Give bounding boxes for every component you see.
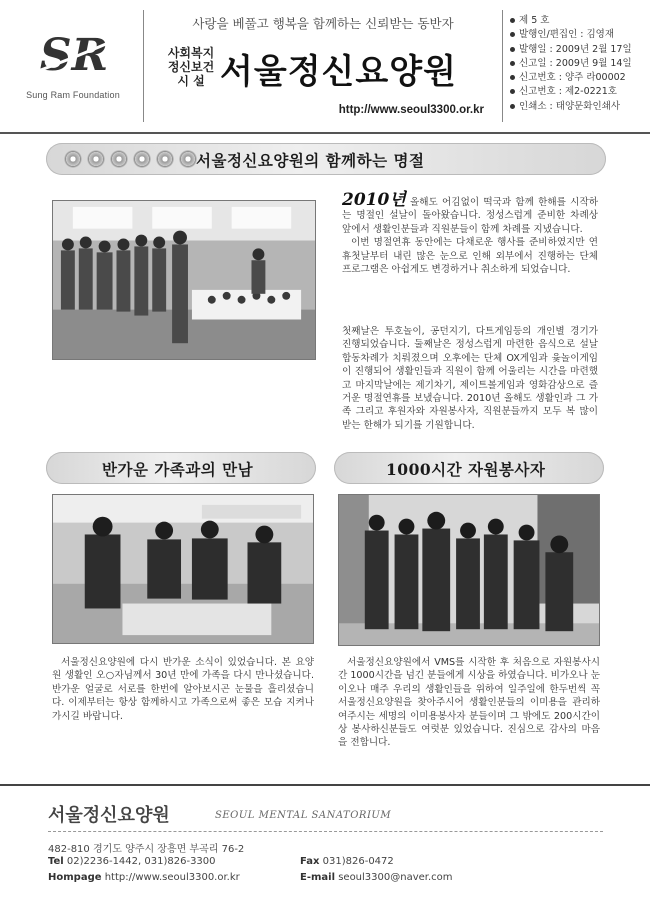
- bullet-icon: [510, 75, 515, 80]
- section-banner: [46, 143, 606, 175]
- info-item: 신고번호 : 제2-0221호: [510, 85, 646, 99]
- fax-label: Fax: [300, 856, 320, 867]
- bullet-icon: [510, 89, 515, 94]
- header-rule: [0, 132, 650, 134]
- page-title: 서울정신요양원: [220, 52, 457, 92]
- section-title: 반가운 가족과의 만남: [102, 460, 254, 479]
- section-title: 1000시간 자원봉사자: [386, 460, 546, 479]
- sr-logo-icon: [24, 28, 124, 80]
- footer-tel: [48, 856, 216, 867]
- flower-icon: [87, 150, 105, 168]
- homepage-link[interactable]: http://www.seoul3300.or.kr: [104, 872, 240, 883]
- section1-text-wrap: [52, 325, 598, 432]
- info-item: 신고번호 : 양주 라00002: [510, 71, 646, 85]
- title-block: [148, 6, 498, 126]
- info-item: 발행인/편집인 : 김영재: [510, 28, 646, 42]
- year-lead: 2010년: [342, 190, 406, 210]
- footer-rule: [0, 784, 650, 786]
- sub-line: 시 설: [177, 74, 205, 88]
- masthead: [0, 0, 650, 128]
- section1-text: [342, 190, 598, 276]
- paragraph: 올해도 어김없이 떡국과 함께 한해를 시작하는 명절인 설날이 돌아왔습니다. 정성스럽게 준비한 차례상 앞에서 생활인분들과 직원분들이 함께 차례를 지냈습니다.: [342, 197, 598, 235]
- flower-icon: [133, 150, 151, 168]
- photo-volunteers: [338, 494, 600, 646]
- footer-email: [300, 872, 453, 883]
- footer-org-name: 서울정신요양원: [48, 805, 170, 826]
- bullet-icon: [510, 32, 515, 37]
- paragraph: 이번 명절연휴 동안에는 다채로운 행사를 준비하였지만 연휴첫날부터 내린 많은 눈으로 인해 외부에서 진행하는 단체 프로그램은 아쉽게도 변경하거나 취소하게 되었습니다.: [342, 237, 598, 276]
- flower-icon: [64, 150, 82, 168]
- logo-text: Sung Ram Foundation: [26, 90, 120, 100]
- email-label: E-mail: [300, 872, 336, 883]
- footer-fax: [300, 856, 394, 867]
- section-banner: [334, 452, 604, 484]
- info-item: 제 5 호: [510, 14, 646, 28]
- email-link[interactable]: seoul3300@naver.com: [338, 872, 453, 883]
- svg-text:SR: SR: [39, 30, 109, 80]
- footer-homepage: [48, 872, 240, 883]
- paragraph: 첫째날은 투호놀이, 공던지기, 다트게임등의 개인별 경기가 진행되었습니다. 둘째날은 정성스럽게 마련한 음식으로 설날 합동차례가 치뤄졌으며 오후에는 단체 OX게임과 윷놀이게임이 진행되어 생활인들과 직원이 함께 어울리는 시간을 마련했고 마지막날에는 제기차기, 제이트볼게임과 영화감상으로 즐거운 명절연휴를 보냈습니다. 2010년 올해도 생활인과 그 가족 그리고 후원자와 자원봉사자, 직원분들까지 모두 복 많이 받는 한해가 되기를 기원합니다.: [342, 326, 598, 431]
- section-banner: [46, 452, 316, 484]
- flower-icon: [179, 150, 197, 168]
- section-title: 서울정신요양원의 함께하는 명절: [196, 151, 425, 170]
- footer-address: 482-810 경기도 양주시 장흥면 부곡리 76-2: [48, 844, 245, 855]
- info-item: 인쇄소 : 태양문화인쇄사: [510, 100, 646, 114]
- photo-family-reunion: [52, 494, 314, 644]
- bullet-icon: [510, 104, 515, 109]
- flower-decoration: [64, 150, 202, 168]
- tel-label: Tel: [48, 856, 64, 867]
- homepage-label: Hompage: [48, 872, 102, 883]
- divider: [502, 10, 503, 122]
- website-link[interactable]: http://www.seoul3300.or.kr: [338, 104, 484, 116]
- bullet-icon: [510, 18, 515, 23]
- tel-value: 02)2236-1442, 031)826-3300: [66, 856, 216, 867]
- footer-org-name-en: SEOUL MENTAL SANATORIUM: [215, 810, 392, 821]
- info-item: 발행일 : 2009년 2월 17일: [510, 43, 646, 57]
- section3-text: 서울정신요양원에서 VMS를 시작한 후 처음으로 자원봉사시간 1000시간을 넘긴 분들에게 시상을 하였습니다. 비가오나 눈이오나 매주 우리의 생활인들을 위하여 일주일에 한두번씩 꼭 서울정신요양원을 찾아주시어 생활인분들의 이미용을 관리하여주시는 세명의 이미용봉사자 분들이며 그 밖에도 200시간이상 봉사하신분들도 여럿분 있었습니다. 진심으로 감사의 마음을 전합니다.: [338, 657, 600, 749]
- section2-text: 서울정신요양원에 다시 반가운 소식이 있었습니다. 본 요양원 생활인 오○자님께서 30년 만에 가족을 다시 만나셨습니다. 반가운 얼굴로 서로를 한번에 알아보시곤 눈물을 흘리셨습니다. 이제부터는 항상 함께하시고 가족으로써 좋은 모습 지켜나가시길 바랍니다.: [52, 657, 314, 722]
- sub-line: 사회복지: [167, 46, 215, 60]
- sub-line: 정신보건: [167, 60, 215, 74]
- flower-icon: [156, 150, 174, 168]
- flower-icon: [110, 150, 128, 168]
- footer-divider: [48, 831, 603, 832]
- foundation-logo: [8, 18, 138, 118]
- info-item: 신고일 : 2009년 9월 14일: [510, 57, 646, 71]
- slogan: 사랑을 베풀고 행복을 함께하는 신뢰받는 동반자: [192, 16, 454, 31]
- fax-value: 031)826-0472: [322, 856, 394, 867]
- divider: [143, 10, 144, 122]
- bullet-icon: [510, 61, 515, 66]
- institution-type: [166, 46, 216, 88]
- bullet-icon: [510, 47, 515, 52]
- publication-info: [510, 14, 646, 114]
